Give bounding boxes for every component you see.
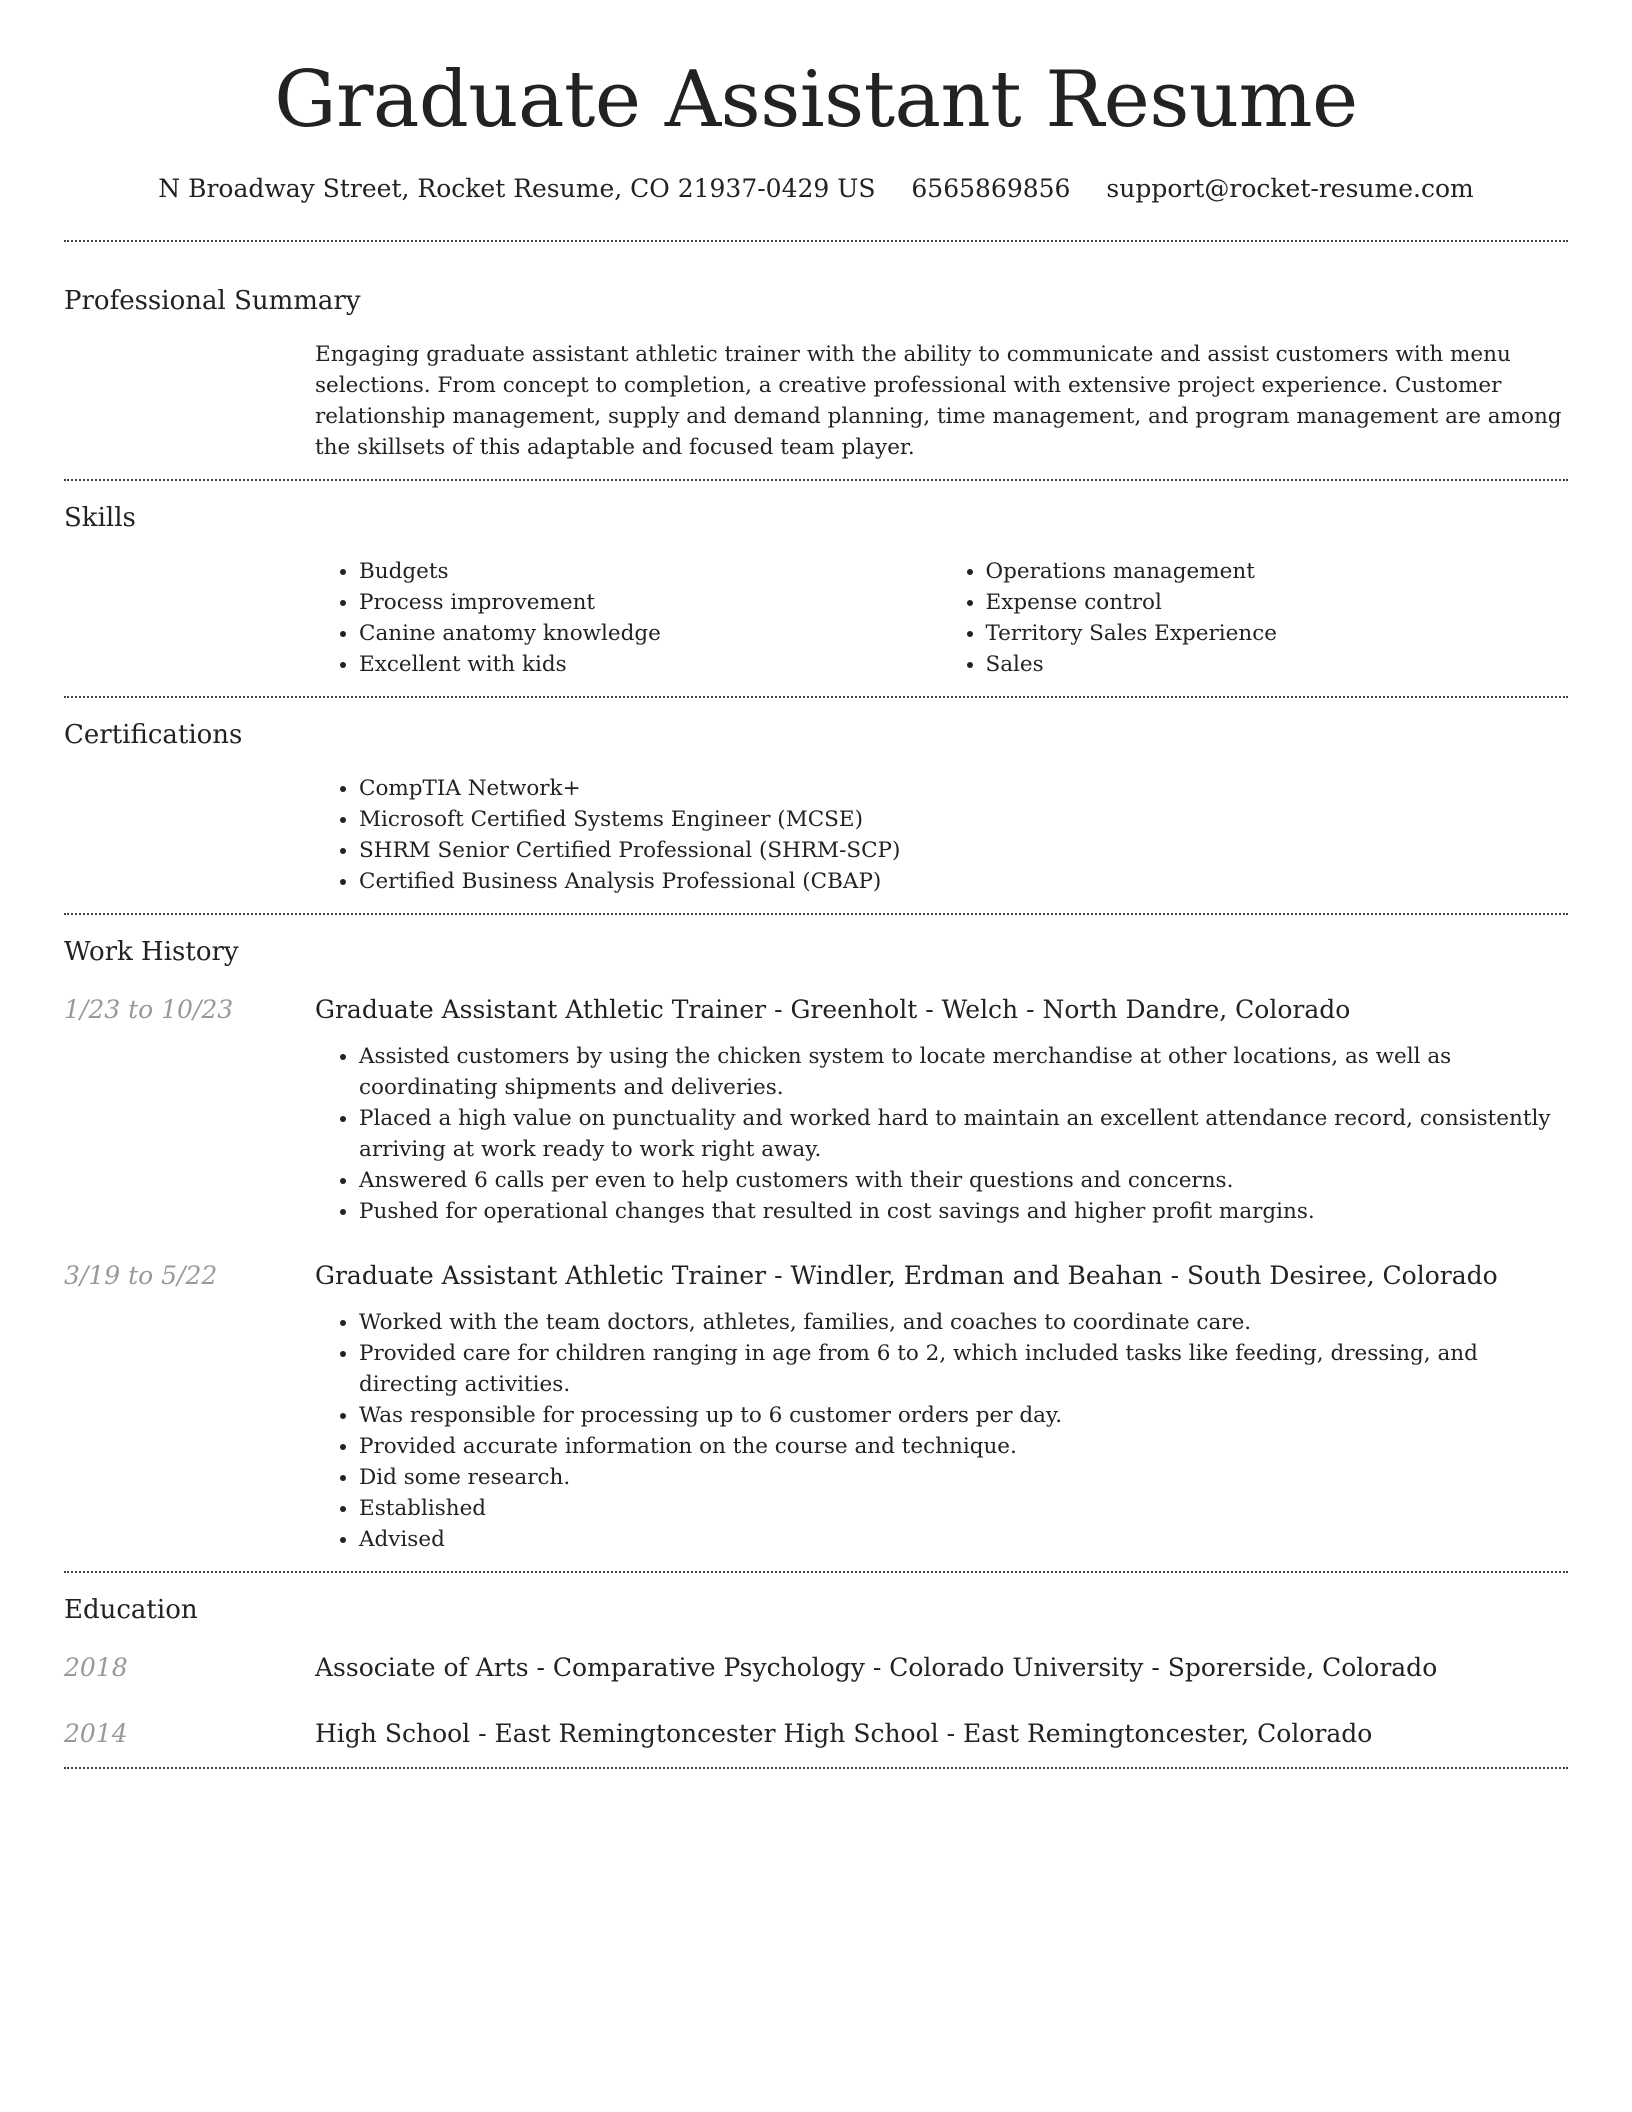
job-dates: 3/19 to 5/22 [64,1261,218,1290]
job-bullet: • Answered 6 calls per even to help customers with their questions and concerns. [359,1165,1568,1196]
education-year: 2018 [64,1653,128,1682]
work-history-section [64,915,1568,1571]
job-bullet: • Pushed for operational changes that resulted in cost savings and higher profit margins. [359,1196,1568,1227]
skill-item: • Operations management [986,556,1569,587]
job-title: Graduate Assistant Athletic Trainer - Greenholt - Welch - North Dandre, Colorado [315,995,1351,1024]
skill-item: • Territory Sales Experience [986,618,1569,649]
job-bullet: • Provided care for children ranging in age from 6 to 2, which included tasks like feeding, dressing, and directing activities. [359,1338,1568,1400]
education-entry [64,1717,1568,1751]
certifications-list [315,773,1568,897]
work-history-heading: Work History [64,937,239,967]
certification-item: • Certified Business Analysis Professional (CBAP) [359,866,1568,897]
certifications-body [315,752,1568,913]
skills-list-right [942,556,1569,680]
contact-phone: 6565869856 [911,174,1071,203]
skill-item: • Excellent with kids [359,649,942,680]
education-section [64,1573,1568,1767]
education-heading: Education [64,1595,198,1625]
summary-text: Engaging graduate assistant athletic trainer with the ability to communicate and assist customers with menu selections. From concept to completion, a creative professional with extensive project experience. Customer relationship management, supply and demand planning, time management, and program management are among the skillsets of this adaptable and focused team player. [315,342,1562,460]
job-bullet: • Provided accurate information on the course and technique. [359,1431,1568,1462]
job-bullet: • Was responsible for processing up to 6 customer orders per day. [359,1400,1568,1431]
skill-item: • Expense control [986,587,1569,618]
job-bullet: • Did some research. [359,1462,1568,1493]
job-bullet: • Assisted customers by using the chicken system to locate merchandise at other locations, as well as coordinating shipments and deliveries. [359,1041,1568,1103]
summary-heading: Professional Summary [64,286,361,316]
contact-line [64,172,1568,206]
education-entry [64,1651,1568,1685]
skills-grid [315,535,1568,696]
job-details [315,1259,1568,1555]
job-bullets [315,1041,1568,1227]
job-entry [64,1259,1568,1555]
job-bullet: • Established [359,1493,1568,1524]
divider [64,1767,1568,1769]
certification-item: • Microsoft Certified Systems Engineer (MCSE) [359,804,1568,835]
certifications-heading: Certifications [64,720,243,750]
resume-header [64,0,1568,206]
education-details: Associate of Arts - Comparative Psychology - Colorado University - Sporerside, Colorado [315,1653,1438,1682]
certification-item: • CompTIA Network+ [359,773,1568,804]
skill-item: • Process improvement [359,587,942,618]
skills-list-left [315,556,942,680]
job-bullet: • Worked with the team doctors, athletes, families, and coaches to coordinate care. [359,1307,1568,1338]
skill-item: • Budgets [359,556,942,587]
education-year: 2014 [64,1719,128,1748]
skill-item: • Canine anatomy knowledge [359,618,942,649]
job-bullet: • Placed a high value on punctuality and worked hard to maintain an excellent attendance record, consistently arriving at work ready to work right away. [359,1103,1568,1165]
skill-item: • Sales [986,649,1569,680]
certifications-section [64,698,1568,913]
job-entry [64,993,1568,1227]
education-details: High School - East Remingtoncester High School - East Remingtoncester, Colorado [315,1719,1373,1748]
contact-address: N Broadway Street, Rocket Resume, CO 21937-0429 US [158,174,876,203]
job-details [315,993,1568,1227]
job-title: Graduate Assistant Athletic Trainer - Windler, Erdman and Beahan - South Desiree, Colorado [315,1261,1498,1290]
resume-title: Graduate Assistant Resume [274,55,1358,145]
job-bullets [315,1307,1568,1555]
contact-email: support@rocket-resume.com [1106,174,1474,203]
skills-section [64,481,1568,696]
certification-item: • SHRM Senior Certified Professional (SHRM-SCP) [359,835,1568,866]
skills-heading: Skills [64,503,136,533]
job-dates: 1/23 to 10/23 [64,995,234,1024]
summary-section [64,242,1568,479]
job-bullet: • Advised [359,1524,1568,1555]
